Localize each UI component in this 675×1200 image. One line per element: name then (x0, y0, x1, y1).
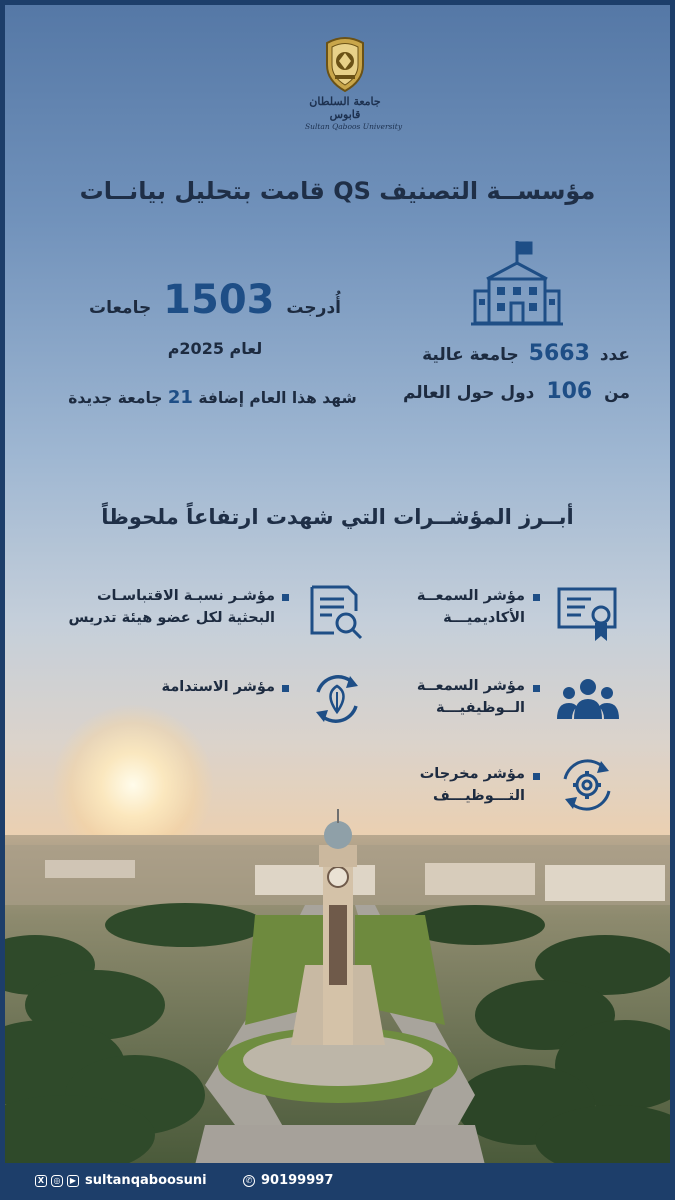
countries-suffix: دول حول العالم (402, 383, 535, 403)
listed-suffix: جامعات (89, 298, 152, 318)
indicator-line-2: البحثية لكل عضو هيئة تدريس (68, 610, 275, 626)
countries-line (400, 379, 630, 404)
indicator-line-1: مؤشر السمعــة (416, 588, 525, 604)
count-prefix: عدد (599, 345, 630, 365)
campus-photo (5, 805, 670, 1165)
school-building-icon (471, 239, 563, 327)
logo-name-arabic: جامعة السلطان قابوس (309, 95, 381, 121)
bullet-marker (533, 773, 540, 780)
instagram-icon[interactable]: ◎ (51, 1175, 63, 1187)
document-search-icon (308, 585, 364, 641)
countries-number: 106 (546, 379, 593, 404)
university-logo (305, 35, 403, 131)
count-line (400, 341, 630, 366)
bullet-marker (282, 685, 289, 692)
people-group-icon (557, 677, 619, 723)
leaf-recycle-icon (310, 672, 364, 726)
count-number: 5663 (528, 341, 590, 366)
added-line (45, 387, 380, 408)
indicator-line-2: الأكاديميـــة (443, 610, 525, 626)
youtube-icon[interactable]: ▶ (67, 1175, 79, 1187)
x-icon[interactable]: X (35, 1175, 47, 1187)
phone-number[interactable]: 90199997 (261, 1173, 334, 1188)
listed-number: 1503 (163, 277, 275, 323)
indicator-line-1: مؤشـر نسبـة الاقتباسـات (96, 588, 275, 604)
indicator-line-2: التـــوظيـــف (432, 788, 525, 804)
indicator-citations (45, 585, 275, 629)
countries-prefix: من (604, 383, 630, 403)
indicator-line-1: مؤشر السمعــة (416, 678, 525, 694)
crest-icon (321, 35, 369, 93)
bullet-marker (533, 685, 540, 692)
indicator-academic-reputation (395, 585, 525, 629)
certificate-icon (557, 587, 617, 643)
added-prefix: شهد هذا العام إضافة (198, 389, 357, 407)
indicator-line-1: مؤشر مخرجات (419, 766, 525, 782)
added-suffix: جامعة جديدة (68, 389, 163, 407)
logo-name-english: Sultan Qaboos University (305, 122, 403, 131)
footer-bar (5, 1163, 670, 1200)
added-number: 21 (167, 387, 193, 408)
listed-line (75, 277, 355, 323)
bullet-marker (533, 594, 540, 601)
gear-cycle-icon (559, 757, 615, 813)
headline: مؤسســة التصنيف QS قامت بتحليل بيانــات (79, 177, 596, 205)
whatsapp-icon[interactable]: ✆ (243, 1175, 255, 1187)
section-title: أبــرز المؤشــرات التي شهدت ارتفاعاً ملحوظاً (101, 505, 574, 529)
social-handle[interactable]: sultanqaboosuni (85, 1173, 207, 1188)
indicator-sustainability (105, 676, 275, 698)
indicator-line-2: الــوظيفيـــة (435, 700, 525, 716)
indicator-employer-reputation (395, 675, 525, 719)
count-suffix: جامعة عالية (422, 345, 519, 365)
indicator-employment-outcomes (395, 763, 525, 807)
indicator-line-1: مؤشر الاستدامة (161, 679, 275, 695)
listed-prefix: أُدرجت (286, 298, 341, 318)
bullet-marker (282, 594, 289, 601)
year-line: لعام 2025م (167, 339, 263, 358)
